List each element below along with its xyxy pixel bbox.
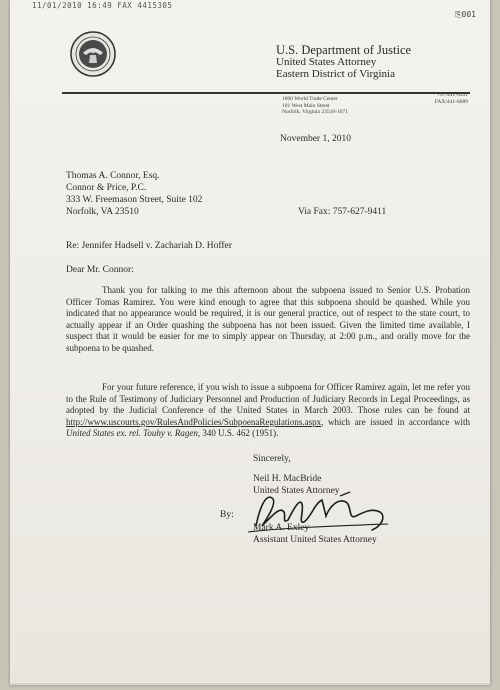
recipient-block: [66, 170, 202, 218]
closing: Sincerely,: [253, 454, 291, 464]
office-phones: [435, 92, 468, 106]
address-line: Norfolk, Virginia 23510-1671: [282, 109, 348, 115]
case-citation: 340 U.S. 462 (1951).: [202, 428, 279, 439]
recipient-street: 333 W. Freemason Street, Suite 102: [66, 195, 203, 205]
address-line: 101 West Main Street: [282, 102, 330, 109]
case-name: United States ex. rel. Touhy v. Ragen,: [66, 428, 201, 439]
letter-page: [10, 0, 490, 685]
signer-block: [253, 522, 377, 546]
signatory-name: Neil H. MacBride: [253, 474, 322, 484]
page-number: ⎘001: [455, 10, 476, 19]
by-label: By:: [220, 510, 234, 520]
phone-number: 757/441-6331: [437, 92, 468, 98]
fax-page-icon: ⎘: [455, 10, 462, 19]
district-name: Eastern District of Virginia: [276, 68, 395, 80]
doj-seal-icon: [70, 31, 116, 77]
signer-title: Assistant United States Attorney: [253, 535, 377, 545]
fax-number: FAX/441-6689: [434, 99, 468, 105]
signatory-title: United States Attorney: [253, 486, 340, 496]
letterhead-divider: [62, 92, 470, 94]
page-edge: [10, 683, 490, 685]
office-address: [282, 96, 348, 116]
re-line: Re: Jennifer Hadsell v. Zachariah D. Hoffer: [66, 241, 232, 251]
paragraph-text: , which are issued in accordance with: [321, 416, 470, 427]
recipient-city: Norfolk, VA 23510: [66, 207, 139, 217]
letter-date: November 1, 2010: [280, 134, 351, 144]
salutation: Dear Mr. Connor:: [66, 265, 134, 275]
via-fax-line: Via Fax: 757-627-9411: [298, 207, 387, 217]
fax-header: 11/01/2010 16:49 FAX 4415305: [32, 1, 173, 10]
department-name: U.S. Department of Justice: [276, 43, 412, 57]
signer-name: Mark A. Exley: [253, 523, 310, 533]
letterhead: [276, 44, 411, 80]
address-line: 1000 World Trade Center: [282, 96, 338, 102]
office-name: United States Attorney: [276, 56, 377, 68]
body-paragraph-1: Thank you for talking to me this afternoon about the subpoena issued to Senior U.S. Probation Officer Tomas Ramirez. You were kind enough to agree that this subpoena should be quashed. While you indicated that no appearance would be required, it is our general practice, out of respect to the state court, to actually appear if an Order quashing the subpoena has not been issued. Given the limited time available, I suspect that it would be easier for me to simply appear on Thursday, at 2:00 p.m., and orally move for the subpoena to be quashed.: [66, 285, 470, 353]
rules-link[interactable]: http://www.uscourts.gov/RulesAndPolicies/SubpoenaRegulations.aspx: [66, 416, 322, 427]
paragraph-text: For your future reference, if you wish to issue a subpoena for Officer Ramirez again, let me refer you to the Rule of Testimony of Judiciary Personnel and Production of Judiciary Records in Legal Proceedings, as adopted by the Judicial Conference of the United States in March 2003. Those rules can be found at: [66, 382, 470, 416]
recipient-firm: Connor & Price, P.C.: [66, 183, 147, 193]
body-paragraph-2: [66, 382, 470, 440]
recipient-name: Thomas A. Connor, Esq.: [66, 171, 160, 181]
